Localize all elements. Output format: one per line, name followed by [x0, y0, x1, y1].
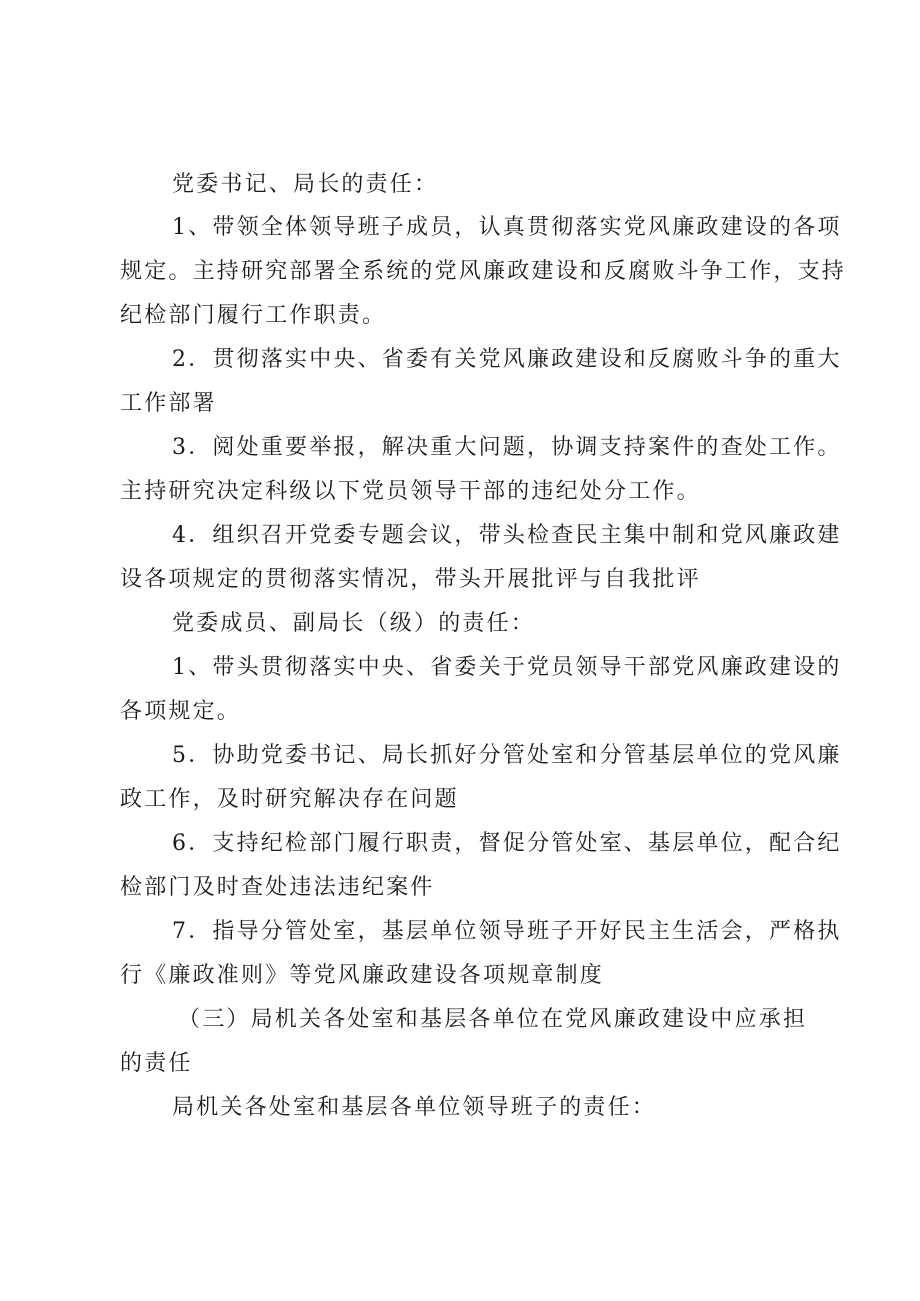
- paragraph-line: 1、带领全体领导班子成员，认真贯彻落实党风廉政建设的各项: [172, 215, 842, 240]
- section-heading-part-three-cont: 的责任: [120, 1051, 193, 1076]
- paragraph-line: 主持研究决定科级以下党员领导干部的违纪处分工作。: [120, 479, 701, 504]
- section-heading-party-secretary: 党委书记、局长的责任：: [172, 172, 439, 197]
- paragraph-line: 6．支持纪检部门履行职责，督促分管处室、基层单位，配合纪: [172, 831, 842, 856]
- paragraph-line: 政工作，及时研究解决存在问题: [120, 787, 459, 812]
- paragraph-line: 2．贯彻落实中央、省委有关党风廉政建设和反腐败斗争的重大: [172, 347, 842, 372]
- paragraph-line: 3．阅处重要举报，解决重大问题，协调支持案件的查处工作。: [172, 435, 842, 460]
- section-heading-committee-members: 党委成员、副局长（级）的责任：: [172, 611, 536, 636]
- paragraph-line: 4．组织召开党委专题会议，带头检查民主集中制和党风廉政建: [172, 523, 842, 548]
- paragraph-line: 7．指导分管处室，基层单位领导班子开好民主生活会，严格执: [172, 919, 842, 944]
- section-heading-unit-leadership: 局机关各处室和基层各单位领导班子的责任：: [172, 1095, 657, 1120]
- paragraph-line: 设各项规定的贯彻落实情况，带头开展批评与自我批评: [120, 567, 701, 592]
- paragraph-line: 检部门及时查处违法违纪案件: [120, 875, 435, 900]
- paragraph-line: 各项规定。: [120, 699, 242, 724]
- paragraph-line: 规定。主持研究部署全系统的党风廉政建设和反腐败斗争工作，支持: [120, 259, 847, 284]
- paragraph-line: 1、带头贯彻落实中央、省委关于党员领导干部党风廉政建设的: [172, 655, 842, 680]
- section-heading-part-three: （三）局机关各处室和基层各单位在党风廉政建设中应承担: [178, 1007, 808, 1032]
- paragraph-line: 工作部署: [120, 391, 217, 416]
- paragraph-line: 纪检部门履行工作职责。: [120, 303, 387, 328]
- paragraph-line: 行《廉政准则》等党风廉政建设各项规章制度: [120, 963, 605, 988]
- paragraph-line: 5．协助党委书记、局长抓好分管处室和分管基层单位的党风廉: [172, 743, 842, 768]
